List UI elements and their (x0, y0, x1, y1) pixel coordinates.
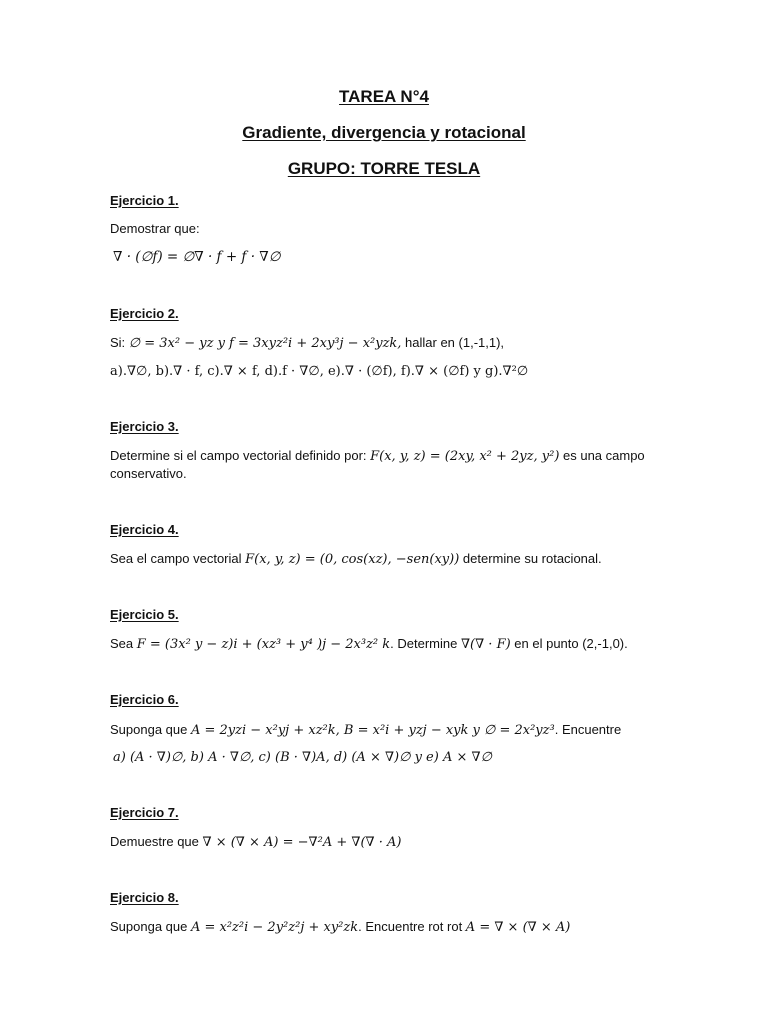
exercise-1-formula (113, 248, 281, 266)
exercise-7-math: ∇ × (∇ × A) = −∇²A + ∇(∇ · A) (202, 835, 402, 850)
exercise-2-suffix: hallar en (1,-1,1), (401, 335, 505, 350)
page-subtitle: Gradiente, divergencia y rotacional (242, 123, 526, 142)
exercise-6-line-2 (113, 748, 492, 766)
exercise-5-line-1 (110, 635, 628, 653)
exercise-6-prefix: Suponga que (110, 722, 191, 737)
exercise-2-line-2 (110, 362, 528, 380)
exercise-5-suffix: en el punto (2,-1,0). (510, 636, 628, 651)
exercise-2-math: ∅ = 3x² − yz y f = 3xyz²i + 2xy³j − x²yzk, (128, 336, 402, 351)
exercise-7-line-1 (110, 833, 401, 851)
exercise-5-heading: Ejercicio 5. (110, 607, 179, 622)
exercise-3-line-2: conservativo. (110, 466, 187, 481)
exercise-8-heading: Ejercicio 8. (110, 890, 179, 905)
exercise-8-math: A = x²z²i − 2y²z²j + xy²zk (190, 920, 359, 935)
exercise-8-mid: . Encuentre rot rot (358, 919, 466, 934)
exercise-2-parts: a).∇∅, b).∇ · f, c).∇ × f, d).f · ∇∅, e).∇ · (∅f), f).∇ × (∅f) y g).∇²∅ (110, 364, 529, 379)
exercise-5-prefix: Sea (110, 636, 137, 651)
exercise-2-prefix: Si: (110, 335, 129, 350)
exercise-3-line-1 (110, 447, 645, 465)
exercise-6-parts: a) (A · ∇)∅, b) A · ∇∅, c) (B · ∇)A, d) (A × ∇)∅ y e) A × ∇∅ (113, 750, 492, 765)
exercise-8-prefix: Suponga que (110, 919, 191, 934)
exercise-6-math: A = 2yzi − x²yj + xz²k, B = x²i + yzj − xyk y ∅ = 2x²yz³ (190, 723, 555, 738)
exercise-7-prefix: Demuestre que (110, 834, 203, 849)
exercise-4-suffix: determine su rotacional. (459, 551, 602, 566)
exercise-5-mid: . Determine (390, 636, 461, 651)
exercise-1-math: ∇ · (∅f) = ∅∇ · f + f · ∇∅ (113, 249, 281, 265)
exercise-2-heading: Ejercicio 2. (110, 306, 179, 321)
exercise-1-line-1: Demostrar que: (110, 221, 200, 236)
exercise-6-line-1 (110, 721, 621, 739)
exercise-8-math-2: A = ∇ × (∇ × A) (465, 920, 571, 935)
exercise-4-heading: Ejercicio 4. (110, 522, 179, 537)
exercise-5-math: F = (3x² y − z)i + (xz³ + y⁴ )j − 2x³z² k (136, 637, 391, 652)
exercise-3-prefix: Determine si el campo vectorial definido por: (110, 448, 371, 463)
exercise-7-heading: Ejercicio 7. (110, 805, 179, 820)
exercise-5-math-2: ∇(∇ · F) (460, 637, 511, 652)
exercise-3-math: F(x, y, z) = (2xy, x² + 2yz, y²) (370, 449, 560, 464)
exercise-4-math: F(x, y, z) = (0, cos(xz), −sen(xy)) (245, 552, 460, 567)
exercise-3-suffix: es una campo (559, 448, 645, 463)
exercise-4-prefix: Sea el campo vectorial (110, 551, 246, 566)
page-title: TAREA N°4 (339, 87, 429, 106)
exercise-2-line-1 (110, 334, 504, 352)
exercise-6-heading: Ejercicio 6. (110, 692, 179, 707)
exercise-3-heading: Ejercicio 3. (110, 419, 179, 434)
group-title: GRUPO: TORRE TESLA (287, 159, 481, 178)
exercise-6-suffix: . Encuentre (554, 722, 622, 737)
exercise-8-line-1 (110, 918, 570, 936)
exercise-4-line-1 (110, 550, 602, 568)
exercise-1-heading: Ejercicio 1. (110, 193, 179, 208)
